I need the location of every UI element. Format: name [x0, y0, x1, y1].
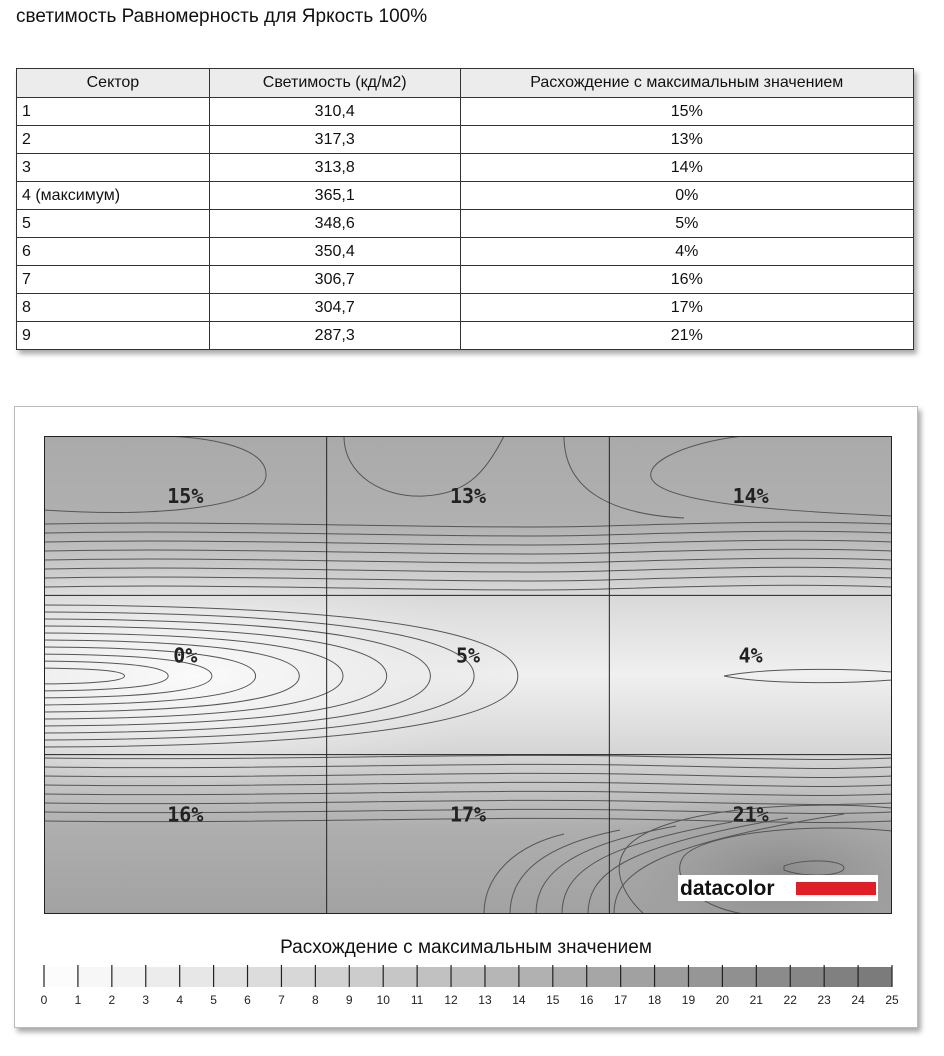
legend-tick-label: 4 [176, 993, 184, 1007]
cell-luminance: 313,8 [209, 154, 460, 182]
legend-tick-label: 6 [244, 993, 251, 1007]
legend-tick-label: 14 [512, 993, 526, 1007]
cell-label-sector-3: 14% [732, 483, 769, 508]
legend-tick-label: 12 [444, 993, 458, 1007]
header-luminance: Светимость (кд/м2) [209, 69, 460, 98]
table-row [17, 266, 914, 294]
legend-tick-label: 15 [546, 993, 560, 1007]
legend-tick-label: 18 [647, 993, 662, 1007]
legend-tick-label: 21 [749, 993, 763, 1007]
legend-swatch [621, 967, 655, 987]
legend-swatch [655, 967, 689, 987]
cell-deviation: 4% [460, 238, 913, 266]
legend-tick-label: 17 [613, 993, 628, 1007]
legend-swatch [281, 967, 315, 987]
cell-sector: 7 [17, 266, 210, 294]
legend-tick-label: 13 [478, 993, 492, 1007]
table-row [17, 322, 914, 350]
table-row [17, 126, 914, 154]
legend-swatch [824, 967, 858, 987]
legend-swatch [112, 967, 146, 987]
cell-luminance: 365,1 [209, 182, 460, 210]
legend-tick-label: 10 [376, 993, 390, 1007]
logo-bar [796, 882, 876, 895]
cell-sector: 2 [17, 126, 210, 154]
cell-luminance: 310,4 [209, 98, 460, 126]
cell-luminance: 348,6 [209, 210, 460, 238]
legend-tick-label: 25 [885, 993, 899, 1007]
legend-swatch [587, 967, 621, 987]
cell-deviation: 21% [460, 322, 913, 350]
cell-luminance: 304,7 [209, 294, 460, 322]
legend-scale [15, 963, 917, 1013]
legend-tick-label: 5 [210, 993, 217, 1007]
legend-swatch [485, 967, 519, 987]
legend-tick-label: 9 [345, 993, 353, 1007]
cell-sector: 4 (максимум) [17, 182, 210, 210]
cell-label-sector-7: 16% [167, 802, 204, 827]
legend-tick-label: 2 [108, 993, 116, 1007]
page-title: светимость Равномерность для Яркость 100% [16, 6, 428, 27]
header-deviation: Расхождение с максимальным значением [460, 69, 913, 98]
legend-swatch [417, 967, 451, 987]
luminance-table [16, 68, 914, 350]
logo-text: datacolor [680, 877, 775, 900]
table-row [17, 238, 914, 266]
legend-tick-label: 23 [817, 993, 831, 1007]
legend-swatch [180, 967, 214, 987]
legend-swatch [44, 967, 78, 987]
heatmap [44, 436, 892, 914]
legend-swatch [451, 967, 485, 987]
legend-tick-label: 20 [715, 993, 730, 1007]
table-row [17, 294, 914, 322]
legend-swatch [519, 967, 553, 987]
uniformity-chart [14, 406, 918, 1028]
cell-sector: 8 [17, 294, 210, 322]
cell-label-sector-6: 4% [738, 643, 763, 668]
cell-label-sector-2: 13% [449, 483, 487, 508]
cell-sector: 5 [17, 210, 210, 238]
cell-luminance: 306,7 [209, 266, 460, 294]
legend-swatch [756, 967, 790, 987]
table-row [17, 154, 914, 182]
legend-swatch [248, 967, 282, 987]
table-row [17, 182, 914, 210]
legend-swatch [383, 967, 417, 987]
cell-label-sector-4: 0% [173, 643, 198, 668]
legend-tick-label: 3 [142, 993, 150, 1007]
cell-deviation: 15% [460, 98, 913, 126]
datacolor-logo [678, 875, 878, 901]
legend-tick-label: 22 [783, 993, 797, 1007]
cell-sector: 9 [17, 322, 210, 350]
cell-label-sector-1: 15% [167, 483, 204, 508]
cell-label-sector-9: 21% [732, 802, 769, 827]
legend-swatch [214, 967, 248, 987]
table-header-row [17, 69, 914, 98]
legend-swatch [146, 967, 180, 987]
legend-tick-label: 16 [580, 993, 594, 1007]
legend-tick-label: 1 [74, 993, 82, 1007]
legend-swatch [858, 967, 892, 987]
cell-deviation: 16% [460, 266, 913, 294]
legend-tick-label: 19 [681, 993, 696, 1007]
legend-swatch [688, 967, 722, 987]
cell-sector: 6 [17, 238, 210, 266]
legend-tick-label: 24 [851, 993, 865, 1007]
legend-tick-label: 8 [312, 993, 319, 1007]
cell-deviation: 0% [460, 182, 913, 210]
table-row [17, 210, 914, 238]
legend-swatch [553, 967, 587, 987]
cell-luminance: 350,4 [209, 238, 460, 266]
table-row [17, 98, 914, 126]
legend-tick-label: 0 [40, 993, 48, 1007]
legend-swatch [790, 967, 824, 987]
cell-sector: 1 [17, 98, 210, 126]
cell-label-sector-8: 17% [449, 802, 487, 827]
cell-label-sector-5: 5% [455, 643, 481, 668]
cell-deviation: 14% [460, 154, 913, 182]
legend-title: Расхождение с максимальным значением [280, 937, 652, 958]
cell-luminance: 317,3 [209, 126, 460, 154]
header-sector: Сектор [17, 69, 210, 98]
cell-deviation: 17% [460, 294, 913, 322]
legend-swatch [315, 967, 349, 987]
legend-tick-label: 7 [278, 993, 285, 1007]
legend-tick-label: 11 [410, 993, 424, 1007]
cell-sector: 3 [17, 154, 210, 182]
legend-swatch [349, 967, 383, 987]
cell-deviation: 13% [460, 126, 913, 154]
cell-deviation: 5% [460, 210, 913, 238]
legend-swatch [78, 967, 112, 987]
legend-swatch [722, 967, 756, 987]
cell-luminance: 287,3 [209, 322, 460, 350]
